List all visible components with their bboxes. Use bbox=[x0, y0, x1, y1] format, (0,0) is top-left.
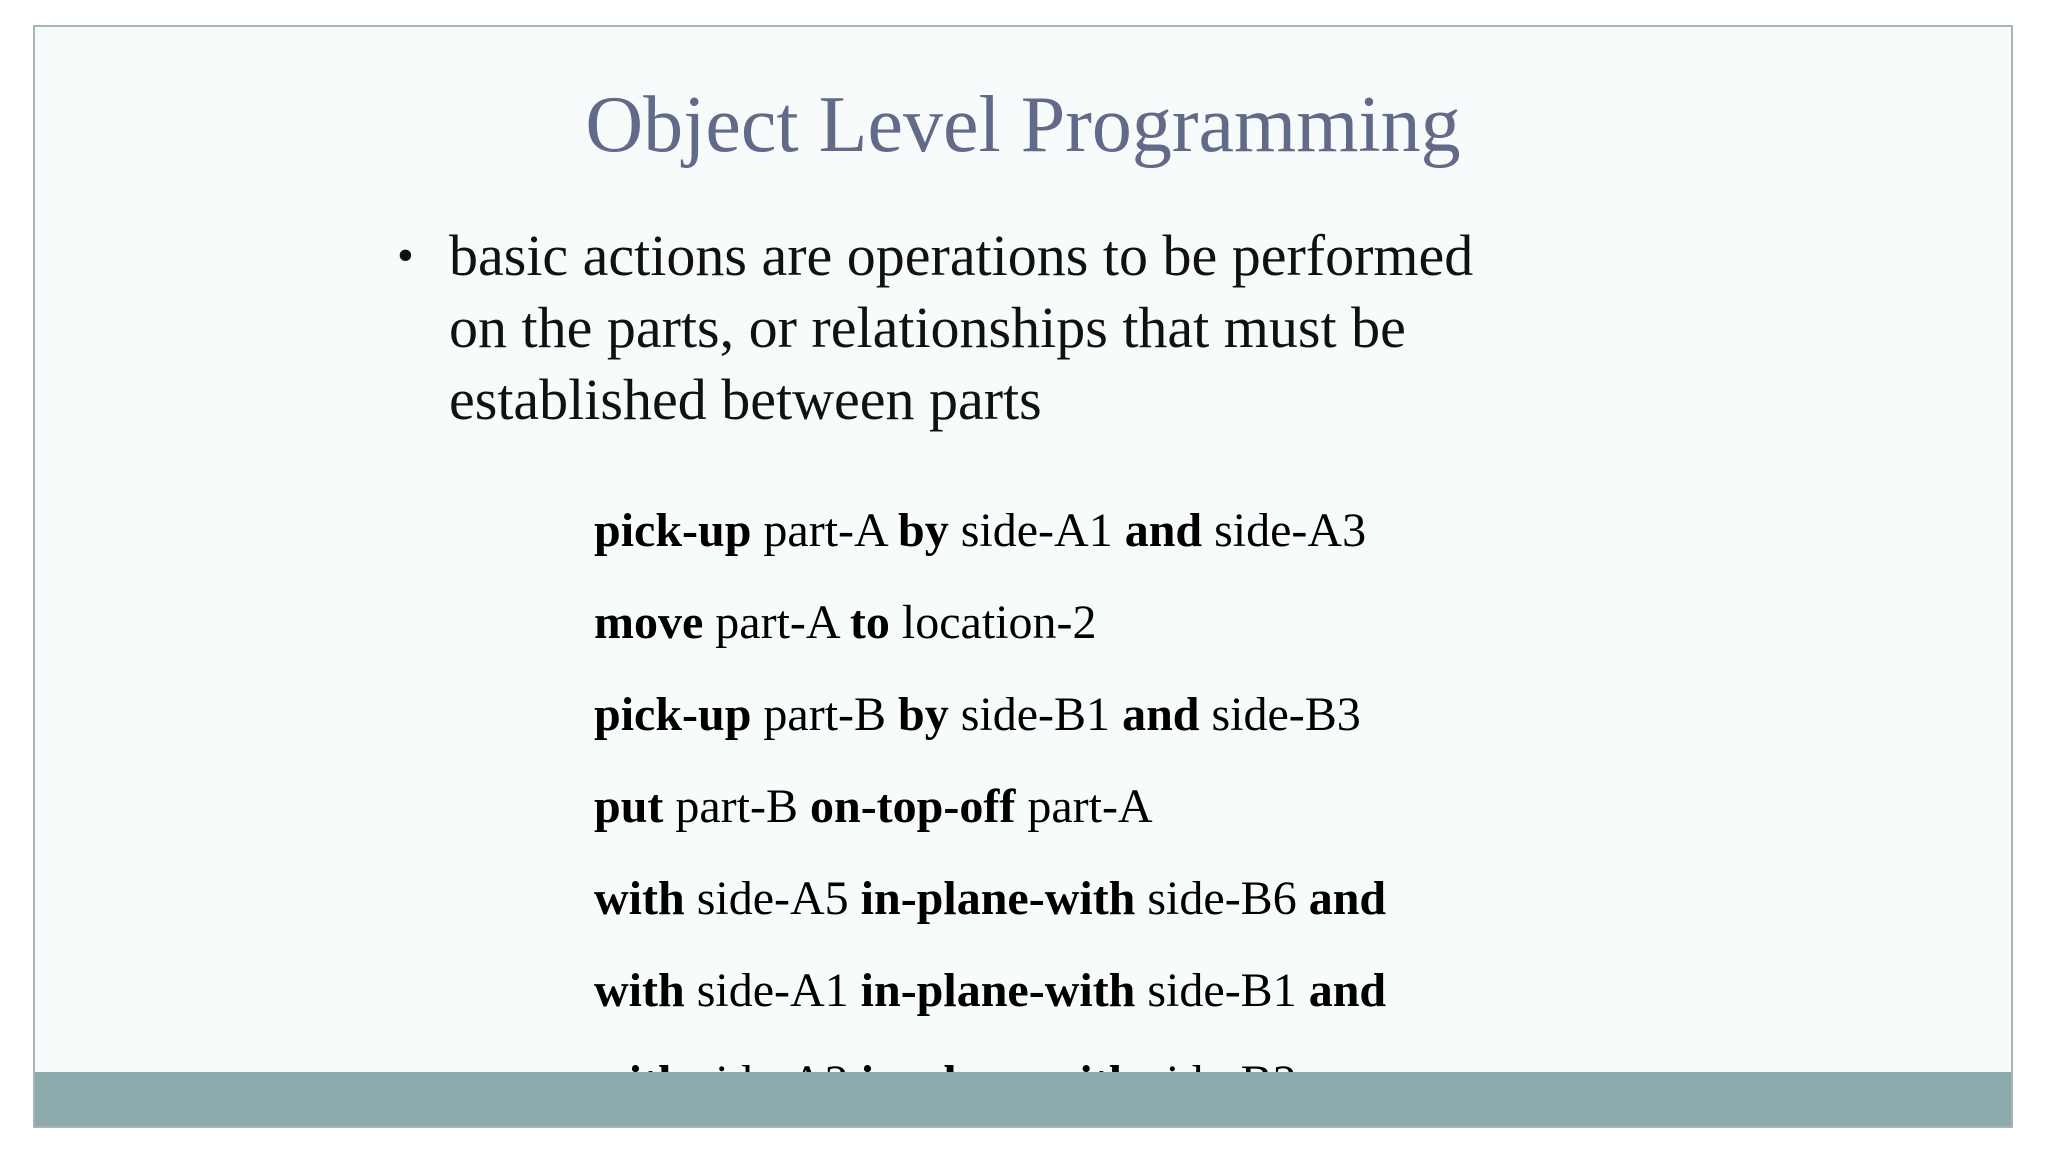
action-line bbox=[594, 673, 1386, 765]
argument: part-B bbox=[663, 780, 810, 833]
action-line bbox=[594, 765, 1386, 857]
slide bbox=[33, 25, 2013, 1128]
keyword: and bbox=[1308, 964, 1387, 1017]
keyword: to bbox=[849, 596, 890, 649]
argument: side-A1 bbox=[948, 504, 1125, 557]
keyword: pick-up bbox=[594, 688, 752, 741]
argument: part-B bbox=[751, 688, 899, 741]
bullet-line: basic actions are operations to be performed bbox=[449, 223, 1474, 288]
keyword: and bbox=[1122, 688, 1200, 741]
action-line bbox=[594, 489, 1386, 581]
footer-bar bbox=[35, 1072, 2011, 1126]
argument: side-B3 bbox=[1199, 688, 1361, 741]
action-list bbox=[594, 489, 1386, 1128]
slide-title: Object Level Programming bbox=[585, 81, 1461, 169]
argument: side-B1 bbox=[1135, 964, 1309, 1017]
bullet-text bbox=[449, 220, 1679, 436]
action-line bbox=[594, 581, 1386, 673]
argument: side-A1 bbox=[684, 964, 861, 1017]
keyword: in-plane-with bbox=[860, 872, 1136, 925]
argument: side-A5 bbox=[684, 872, 861, 925]
bullet-line: on the parts, or relationships that must be bbox=[449, 295, 1406, 360]
bullet-marker: • bbox=[397, 229, 414, 282]
argument: part-A bbox=[1015, 780, 1153, 833]
keyword: and bbox=[1308, 872, 1387, 925]
argument: location-2 bbox=[889, 596, 1097, 649]
keyword: put bbox=[594, 780, 664, 833]
keyword: on-top-off bbox=[810, 780, 1016, 833]
bullet-line: established between parts bbox=[449, 367, 1042, 432]
action-line bbox=[594, 857, 1386, 949]
keyword: by bbox=[898, 688, 949, 741]
action-line bbox=[594, 949, 1386, 1041]
argument: part-A bbox=[703, 596, 850, 649]
argument: side-B6 bbox=[1135, 872, 1309, 925]
keyword: move bbox=[594, 596, 704, 649]
keyword: and bbox=[1124, 504, 1203, 557]
argument: side-B1 bbox=[948, 688, 1123, 741]
keyword: with bbox=[594, 964, 685, 1017]
keyword: with bbox=[594, 872, 685, 925]
argument: part-A bbox=[751, 504, 899, 557]
keyword: in-plane-with bbox=[860, 964, 1136, 1017]
keyword: by bbox=[898, 504, 949, 557]
keyword: pick-up bbox=[594, 504, 752, 557]
argument: side-A3 bbox=[1202, 504, 1367, 557]
